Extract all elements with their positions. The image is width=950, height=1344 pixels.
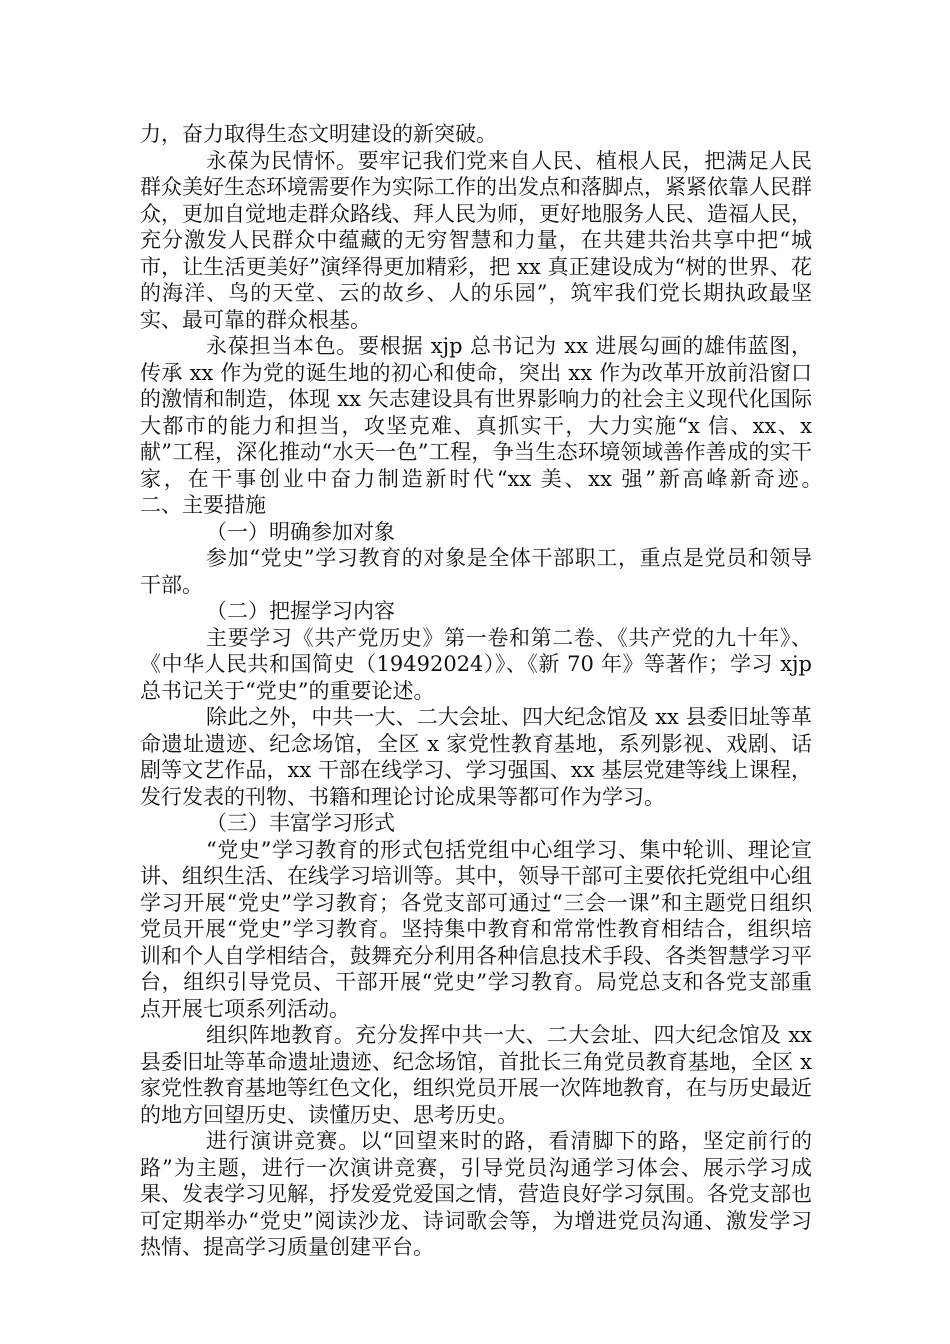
paragraph-1: 力，奋力取得生态文明建设的新突破。 xyxy=(140,122,497,146)
paragraph-9: 进行演讲竞赛。以“回望来时的路，看清脚下的路，坚定前行的路”为主题，进行一次演讲竞赛，引导党员沟通学习体会、展示学习成果、发表学习见解，抒发爱党爱国之情，营造良好学习氛围。各党支部也可定期举办“党史”阅读沙龙、诗词歌会等，为增进党员沟通、激发学习热情、提高学习质量创建平台。 xyxy=(140,1129,812,1259)
paragraph-6: 除此之外，中共一大、二大会址、四大纪念馆及 xx 县委旧址等革命遗址遗迹、纪念场馆，全区 x 家党性教育基地，系列影视、戏剧、话剧等文艺作品，xx 干部在线学习、学习强国、xx 基层党建等线上课程，发行发表的刊物、书籍和理论讨论成果等都可作为学习。 xyxy=(140,705,812,809)
paragraph-8: 组织阵地教育。充分发挥中共一大、二大会址、四大纪念馆及 xx 县委旧址等革命遗址遗迹、纪念场馆，首批长三角党员教育基地，全区 x 家党性教育基地等红色文化，组织党员开展一次阵地教育，在与历史最近的地方回望历史、读懂历史、思考历史。 xyxy=(140,1023,812,1127)
section-heading-participants: （一）明确参加对象 xyxy=(206,519,395,544)
paragraph-3: 永葆担当本色。要根据 xjp 总书记为 xx 进展勾画的雄伟蓝图，传承 xx 作为党的诞生地的初心和使命，突出 xx 作为改革开放前沿窗口的激情和制造，体现 xx 矢志建设具有世界影响力的社会主义现代化国际大都市的能力和担当，攻坚克难、真抓实干，大力实施“x 信、xx、x 献”工程，深化推动“水天一色”工程，争当生态环境领域善作善成的实干家，在干事创业中奋力制造新时代“xx 美、xx 强”新高峰新奇迹。 二、主要措施 xyxy=(140,334,854,517)
paragraph-5: 主要学习《共产党历史》第一卷和第二卷、《共产党的九十年》、《中华人民共和国简史（19492024）》、《新 70 年》等著作；学习 xjp 总书记关于“党史”的重要论述。 xyxy=(140,625,812,703)
section-heading-forms: （三）丰富学习形式 xyxy=(206,811,395,835)
document-body xyxy=(140,121,854,1261)
paragraph-4: 参加“党史”学习教育的对象是全体干部职工，重点是党员和领导干部。 xyxy=(140,546,812,597)
paragraph-7: “党史”学习教育的形式包括党组中心组学习、集中轮训、理论宣讲、组织生活、在线学习培训等。其中，领导干部可主要依托党组中心组学习开展“党史”学习教育；各党支部可通过“三会一课”和主题党日组织党员开展“党史”学习教育。坚持集中教育和常常性教育相结合，组织培训和个人自学相结合，鼓舞充分利用各种信息技术手段、各类智慧学习平台，组织引导党员、干部开展“党史”学习教育。局党总支和各党支部重点开展七项系列活动。 xyxy=(140,837,812,1021)
paragraph-2: 永葆为民情怀。要牢记我们党来自人民、植根人民，把满足人民群众美好生态环境需要作为实际工作的出发点和落脚点，紧紧依靠人民群众，更加自觉地走群众路线、拜人民为师，更好地服务人民、造福人民，充分激发人民群众中蕴藏的无穷智慧和力量，在共建共治共享中把“城市，让生活更美好”演绎得更加精彩，把 xx 真正建设成为“树的世界、花的海洋、鸟的天堂、云的故乡、人的乐园”，筑牢我们党长期执政最坚实、最可靠的群众根基。 xyxy=(140,148,812,332)
section-heading-content: （二）把握学习内容 xyxy=(206,599,395,623)
